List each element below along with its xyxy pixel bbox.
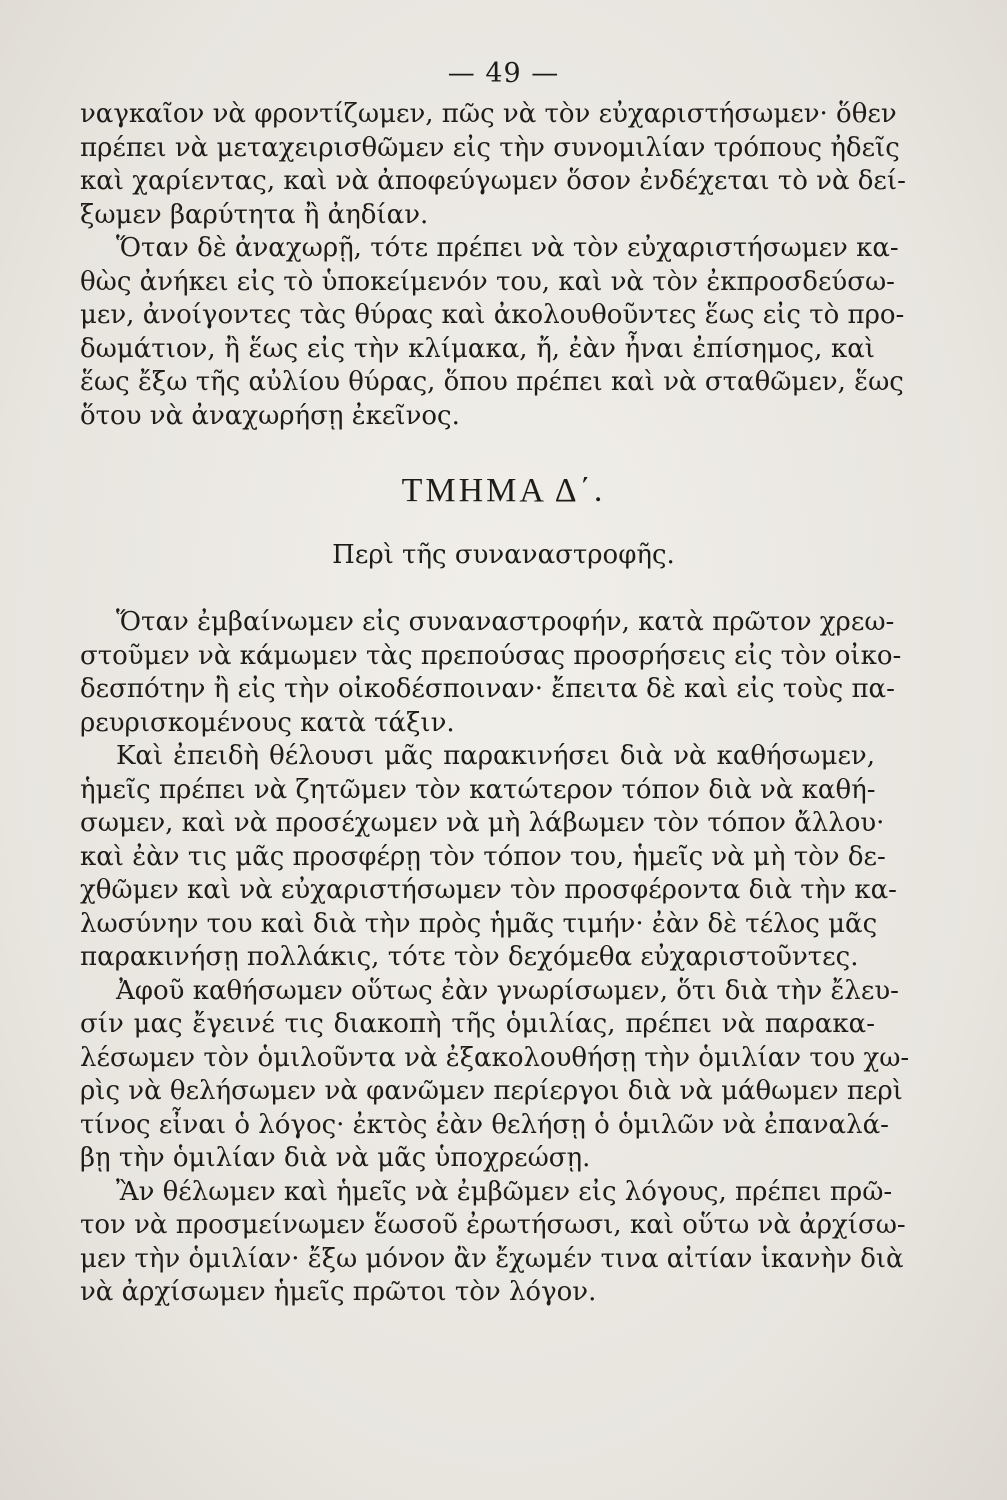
- text-line: Ἂν θέλωμεν καὶ ἡμεῖς νὰ ἐμβῶμεν εἰς λόγους, πρέπει πρῶ-: [116, 1176, 893, 1207]
- text-line: ρὶς νὰ θελήσωμεν νὰ φανῶμεν περίεργοι διὰ νὰ μάθωμεν περὶ: [80, 1076, 903, 1106]
- text-line: πρέπει νὰ μεταχειρισθῶμεν εἰς τὴν συνομιλίαν τρόπους ἠδεῖς: [80, 132, 900, 163]
- text-line: μεν, ἀνοίγοντες τὰς θύρας καὶ ἀκολουθοῦντες ἕως εἰς τὸ προ-: [80, 300, 905, 330]
- text-block-1: [80, 98, 906, 433]
- page-number: — 49 —: [447, 58, 560, 89]
- text-line: ρευρισκομένους κατὰ τάξιν.: [80, 707, 455, 738]
- text-line: σωμεν, καὶ νὰ προσέχωμεν νὰ μὴ λάβωμεν τὸν τόπον ἄλλου·: [80, 808, 885, 838]
- text-line: ἡμεῖς πρέπει νὰ ζητῶμεν τὸν κατώτερον τόπον διὰ νὰ καθή-: [80, 774, 876, 805]
- text-line: τίνος εἶναι ὁ λόγος· ἐκτὸς ἐὰν θελήσῃ ὁ ὁμιλῶν νὰ ἐπαναλά-: [80, 1109, 889, 1140]
- text-line: Ὅταν ἐμβαίνωμεν εἰς συναναστροφήν, κατὰ πρῶτον χρεω-: [116, 607, 895, 637]
- text-line: καὶ ἐὰν τις μᾶς προσφέρῃ τὸν τόπον του, ἡμεῖς νὰ μὴ τὸν δε-: [80, 841, 886, 872]
- text-line: σίν μας ἔγεινέ τις διακοπὴ τῆς ὁμιλίας, πρέπει νὰ παρακα-: [80, 1009, 875, 1039]
- text-line: ξωμεν βαρύτητα ἢ ἀηδίαν.: [80, 199, 429, 230]
- text-line: Ἀφοῦ καθήσωμεν οὕτως ἐὰν γνωρίσωμεν, ὅτι διὰ τὴν ἔλευ-: [116, 975, 899, 1006]
- text-line: θὼς ἀνήκει εἰς τὸ ὑποκείμενόν του, καὶ νὰ τὸν ἐκπροσδεύσω-: [80, 266, 895, 297]
- text-line: ὅτου νὰ ἀναχωρήσῃ ἐκεῖνος.: [80, 400, 460, 431]
- text-line: λωσύνην του καὶ διὰ τὴν πρὸς ἡμᾶς τιμήν· ἐὰν δὲ τέλος μᾶς: [80, 908, 878, 939]
- text-line: βῃ τὴν ὁμιλίαν διὰ νὰ μᾶς ὑποχρεώσῃ.: [80, 1143, 591, 1173]
- text-line: ναγκαῖον νὰ φροντίζωμεν, πῶς νὰ τὸν εὐχαριστήσωμεν· ὅθεν: [80, 99, 897, 129]
- text-line: μεν τὴν ὁμιλίαν· ἔξω μόνον ἂν ἔχωμέν τινα αἰτίαν ἱκανὴν διὰ: [80, 1243, 904, 1274]
- text-line: ἕως ἔξω τῆς αὐλίου θύρας, ὅπου πρέπει καὶ νὰ σταθῶμεν, ἕως: [80, 367, 904, 397]
- text-line: δεσπότην ἢ εἰς τὴν οἰκοδέσποιναν· ἔπειτα δὲ καὶ εἰς τοὺς πα-: [80, 674, 895, 704]
- section-title: ΤΜΗΜΑ Δ΄.: [401, 472, 606, 509]
- text-line: νὰ ἀρχίσωμεν ἡμεῖς πρῶτοι τὸν λόγον.: [80, 1277, 597, 1307]
- section-subtitle: Περὶ τῆς συναναστροφῆς.: [332, 540, 675, 570]
- text-line: Ὅταν δὲ ἀναχωρῇ, τότε πρέπει νὰ τὸν εὐχαριστήσωμεν κα-: [116, 233, 899, 263]
- text-line: στοῦμεν νὰ κάμωμεν τὰς πρεπούσας προσρήσεις εἰς τὸν οἰκο-: [80, 640, 902, 671]
- text-block-2: [80, 606, 910, 1310]
- text-line: τον νὰ προσμείνωμεν ἕωσοῦ ἐρωτήσωσι, καὶ οὕτω νὰ ἀρχίσω-: [80, 1210, 906, 1240]
- text-line: παρακινήσῃ πολλάκις, τότε τὸν δεχόμεθα εὐχαριστοῦντες.: [80, 942, 859, 972]
- text-line: Καὶ ἐπειδὴ θέλουσι μᾶς παρακινήσει διὰ νὰ καθήσωμεν,: [116, 741, 875, 771]
- text-line: καὶ χαρίεντας, καὶ νὰ ἀποφεύγωμεν ὅσον ἐνδέχεται τὸ νὰ δεί-: [80, 166, 906, 196]
- text-line: χθῶμεν καὶ νὰ εὐχαριστήσωμεν τὸν προσφέροντα διὰ τὴν κα-: [80, 875, 897, 905]
- text-line: λέσωμεν τὸν ὁμιλοῦντα νὰ ἐξακολουθήσῃ τὴν ὁμιλίαν του χω-: [80, 1042, 910, 1073]
- text-line: δωμάτιον, ἢ ἕως εἰς τὴν κλίμακα, ἤ, ἐὰν ἦναι ἐπίσημος, καὶ: [80, 333, 875, 364]
